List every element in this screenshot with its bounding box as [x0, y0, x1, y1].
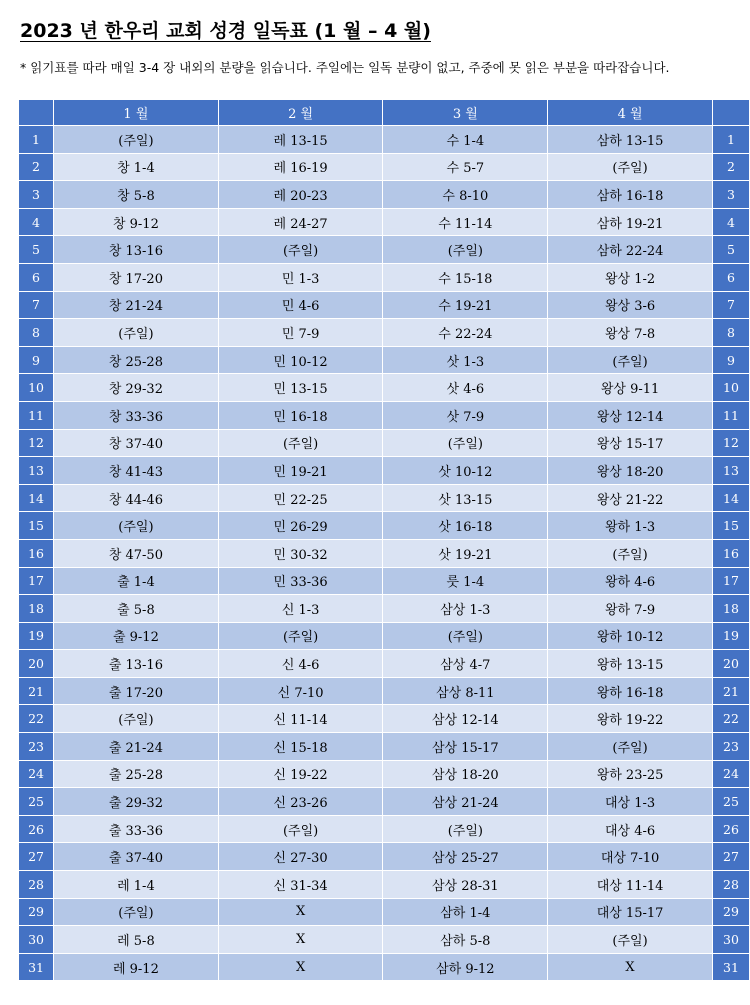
reading-cell-month-4: 왕상 21-22 — [548, 484, 713, 512]
reading-cell-month-4: (주일) — [548, 346, 713, 374]
day-number-left: 31 — [19, 953, 54, 981]
reading-cell-month-1: 레 1-4 — [54, 871, 219, 899]
reading-cell-month-2: 민 1-3 — [218, 263, 383, 291]
reading-cell-month-3: 삿 7-9 — [383, 401, 548, 429]
day-number-right: 2 — [712, 153, 749, 181]
day-number-right: 23 — [712, 733, 749, 761]
day-number-left: 30 — [19, 926, 54, 954]
header-day-corner-right — [712, 100, 749, 126]
table-row — [19, 236, 750, 264]
table-row — [19, 181, 750, 209]
day-number-right: 3 — [712, 181, 749, 209]
reading-cell-month-2: 신 31-34 — [218, 871, 383, 899]
reading-cell-month-2: 민 30-32 — [218, 539, 383, 567]
reading-cell-month-1: 창 21-24 — [54, 291, 219, 319]
table-row — [19, 788, 750, 816]
table-row — [19, 263, 750, 291]
day-number-left: 6 — [19, 263, 54, 291]
reading-cell-month-2: 신 1-3 — [218, 595, 383, 623]
reading-cell-month-1: 창 25-28 — [54, 346, 219, 374]
reading-cell-month-3: 삼상 15-17 — [383, 733, 548, 761]
table-row — [19, 567, 750, 595]
day-number-left: 28 — [19, 871, 54, 899]
reading-cell-month-2: (주일) — [218, 815, 383, 843]
reading-cell-month-1: 출 25-28 — [54, 760, 219, 788]
day-number-right: 31 — [712, 953, 749, 981]
reading-cell-month-3: 삼상 21-24 — [383, 788, 548, 816]
table-row — [19, 153, 750, 181]
table-row — [19, 871, 750, 899]
day-number-right: 29 — [712, 898, 749, 926]
day-number-right: 8 — [712, 319, 749, 347]
reading-cell-month-3: (주일) — [383, 236, 548, 264]
day-number-left: 21 — [19, 677, 54, 705]
reading-cell-month-3: 삼상 4-7 — [383, 650, 548, 678]
reading-cell-month-3: 삿 10-12 — [383, 457, 548, 485]
reading-cell-month-3: 수 11-14 — [383, 208, 548, 236]
reading-cell-month-2: X — [218, 953, 383, 981]
reading-cell-month-3: 룻 1-4 — [383, 567, 548, 595]
reading-cell-month-1: 출 33-36 — [54, 815, 219, 843]
day-number-left: 20 — [19, 650, 54, 678]
header-day-corner-left — [19, 100, 54, 126]
table-row — [19, 291, 750, 319]
reading-cell-month-3: 수 8-10 — [383, 181, 548, 209]
day-number-right: 27 — [712, 843, 749, 871]
day-number-left: 19 — [19, 622, 54, 650]
table-row — [19, 208, 750, 236]
reading-cell-month-1: 출 21-24 — [54, 733, 219, 761]
table-row — [19, 512, 750, 540]
reading-cell-month-1: 출 17-20 — [54, 677, 219, 705]
reading-cell-month-4: 대상 4-6 — [548, 815, 713, 843]
table-row — [19, 898, 750, 926]
reading-cell-month-1: (주일) — [54, 898, 219, 926]
table-row — [19, 401, 750, 429]
reading-cell-month-4: 왕상 9-11 — [548, 374, 713, 402]
table-row — [19, 953, 750, 981]
reading-cell-month-1: 레 9-12 — [54, 953, 219, 981]
day-number-right: 18 — [712, 595, 749, 623]
day-number-left: 1 — [19, 126, 54, 154]
day-number-right: 21 — [712, 677, 749, 705]
day-number-right: 15 — [712, 512, 749, 540]
reading-cell-month-3: 삿 1-3 — [383, 346, 548, 374]
reading-cell-month-4: 왕하 13-15 — [548, 650, 713, 678]
reading-cell-month-2: X — [218, 898, 383, 926]
page-title: 2023 년 한우리 교회 성경 일독표 (1 월 – 4 월) — [20, 20, 431, 42]
reading-instructions: * 읽기표를 따라 매일 3-4 장 내외의 분량을 읽습니다. 주일에는 일독 분량이 없고, 주중에 못 읽은 부분을 따라잡습니다. — [20, 60, 670, 75]
table-row — [19, 319, 750, 347]
reading-cell-month-3: 수 5-7 — [383, 153, 548, 181]
reading-cell-month-3: 삼상 1-3 — [383, 595, 548, 623]
reading-schedule-table — [18, 99, 750, 981]
reading-cell-month-2: 레 13-15 — [218, 126, 383, 154]
reading-cell-month-3: 삼상 8-11 — [383, 677, 548, 705]
reading-cell-month-4: (주일) — [548, 539, 713, 567]
reading-cell-month-2: 민 7-9 — [218, 319, 383, 347]
day-number-right: 26 — [712, 815, 749, 843]
reading-cell-month-4: 삼하 19-21 — [548, 208, 713, 236]
reading-cell-month-4: 대상 11-14 — [548, 871, 713, 899]
reading-cell-month-4: 왕하 19-22 — [548, 705, 713, 733]
reading-cell-month-3: 삼하 5-8 — [383, 926, 548, 954]
table-row — [19, 815, 750, 843]
table-row — [19, 760, 750, 788]
reading-cell-month-1: 창 47-50 — [54, 539, 219, 567]
reading-cell-month-3: 수 15-18 — [383, 263, 548, 291]
reading-cell-month-1: 창 5-8 — [54, 181, 219, 209]
reading-cell-month-3: (주일) — [383, 622, 548, 650]
reading-cell-month-4: 왕상 1-2 — [548, 263, 713, 291]
reading-cell-month-4: 왕상 7-8 — [548, 319, 713, 347]
reading-cell-month-4: 대상 7-10 — [548, 843, 713, 871]
reading-cell-month-3: 삼상 12-14 — [383, 705, 548, 733]
reading-cell-month-2: 민 16-18 — [218, 401, 383, 429]
reading-cell-month-2: 신 4-6 — [218, 650, 383, 678]
table-row — [19, 843, 750, 871]
reading-cell-month-4: 대상 15-17 — [548, 898, 713, 926]
day-number-right: 28 — [712, 871, 749, 899]
table-row — [19, 374, 750, 402]
day-number-right: 14 — [712, 484, 749, 512]
reading-cell-month-3: 삼상 28-31 — [383, 871, 548, 899]
reading-cell-month-3: 삼상 18-20 — [383, 760, 548, 788]
day-number-left: 8 — [19, 319, 54, 347]
day-number-right: 5 — [712, 236, 749, 264]
header-month-4: 4 월 — [548, 100, 713, 126]
reading-cell-month-3: (주일) — [383, 429, 548, 457]
day-number-left: 2 — [19, 153, 54, 181]
reading-cell-month-1: 창 17-20 — [54, 263, 219, 291]
reading-cell-month-4: 삼하 22-24 — [548, 236, 713, 264]
header-month-2: 2 월 — [218, 100, 383, 126]
day-number-left: 11 — [19, 401, 54, 429]
reading-cell-month-2: 신 27-30 — [218, 843, 383, 871]
day-number-left: 14 — [19, 484, 54, 512]
day-number-left: 17 — [19, 567, 54, 595]
day-number-left: 15 — [19, 512, 54, 540]
day-number-left: 23 — [19, 733, 54, 761]
reading-cell-month-4: X — [548, 953, 713, 981]
table-row — [19, 346, 750, 374]
day-number-left: 12 — [19, 429, 54, 457]
reading-cell-month-1: (주일) — [54, 512, 219, 540]
reading-cell-month-4: 왕상 3-6 — [548, 291, 713, 319]
day-number-left: 3 — [19, 181, 54, 209]
reading-cell-month-4: 왕상 15-17 — [548, 429, 713, 457]
day-number-left: 29 — [19, 898, 54, 926]
reading-cell-month-2: 민 26-29 — [218, 512, 383, 540]
reading-cell-month-4: 왕상 12-14 — [548, 401, 713, 429]
day-number-right: 10 — [712, 374, 749, 402]
reading-cell-month-2: 신 7-10 — [218, 677, 383, 705]
day-number-left: 4 — [19, 208, 54, 236]
table-row — [19, 457, 750, 485]
day-number-right: 19 — [712, 622, 749, 650]
reading-cell-month-4: 왕상 18-20 — [548, 457, 713, 485]
reading-cell-month-1: 창 9-12 — [54, 208, 219, 236]
day-number-right: 11 — [712, 401, 749, 429]
reading-cell-month-3: 수 1-4 — [383, 126, 548, 154]
reading-cell-month-3: 삼상 25-27 — [383, 843, 548, 871]
day-number-right: 1 — [712, 126, 749, 154]
day-number-left: 22 — [19, 705, 54, 733]
table-row — [19, 539, 750, 567]
reading-cell-month-3: 삿 16-18 — [383, 512, 548, 540]
reading-cell-month-1: 창 1-4 — [54, 153, 219, 181]
day-number-right: 20 — [712, 650, 749, 678]
reading-cell-month-2: (주일) — [218, 236, 383, 264]
reading-cell-month-3: 삿 4-6 — [383, 374, 548, 402]
reading-cell-month-2: 민 4-6 — [218, 291, 383, 319]
reading-cell-month-1: 창 44-46 — [54, 484, 219, 512]
reading-cell-month-4: 왕하 16-18 — [548, 677, 713, 705]
reading-cell-month-2: 민 22-25 — [218, 484, 383, 512]
reading-cell-month-3: 삿 19-21 — [383, 539, 548, 567]
table-row — [19, 622, 750, 650]
reading-cell-month-4: 대상 1-3 — [548, 788, 713, 816]
reading-cell-month-4: 왕하 7-9 — [548, 595, 713, 623]
day-number-right: 30 — [712, 926, 749, 954]
reading-cell-month-1: (주일) — [54, 319, 219, 347]
reading-cell-month-1: 출 5-8 — [54, 595, 219, 623]
reading-cell-month-3: 삼하 9-12 — [383, 953, 548, 981]
table-row — [19, 733, 750, 761]
day-number-left: 26 — [19, 815, 54, 843]
day-number-left: 5 — [19, 236, 54, 264]
reading-cell-month-2: 민 10-12 — [218, 346, 383, 374]
reading-cell-month-1: 출 37-40 — [54, 843, 219, 871]
reading-cell-month-1: 창 37-40 — [54, 429, 219, 457]
reading-cell-month-4: (주일) — [548, 153, 713, 181]
reading-cell-month-3: 삼하 1-4 — [383, 898, 548, 926]
reading-cell-month-4: 왕하 10-12 — [548, 622, 713, 650]
day-number-right: 13 — [712, 457, 749, 485]
reading-cell-month-2: 민 19-21 — [218, 457, 383, 485]
day-number-right: 24 — [712, 760, 749, 788]
reading-cell-month-3: (주일) — [383, 815, 548, 843]
reading-cell-month-1: 출 29-32 — [54, 788, 219, 816]
day-number-left: 9 — [19, 346, 54, 374]
day-number-right: 16 — [712, 539, 749, 567]
reading-cell-month-4: 왕하 1-3 — [548, 512, 713, 540]
reading-cell-month-1: 창 29-32 — [54, 374, 219, 402]
reading-cell-month-4: (주일) — [548, 926, 713, 954]
reading-cell-month-1: (주일) — [54, 126, 219, 154]
reading-cell-month-2: X — [218, 926, 383, 954]
reading-cell-month-2: 레 24-27 — [218, 208, 383, 236]
table-header-row — [19, 100, 750, 126]
day-number-right: 12 — [712, 429, 749, 457]
reading-cell-month-2: (주일) — [218, 622, 383, 650]
header-month-1: 1 월 — [54, 100, 219, 126]
table-row — [19, 926, 750, 954]
table-row — [19, 650, 750, 678]
day-number-left: 25 — [19, 788, 54, 816]
reading-cell-month-1: 레 5-8 — [54, 926, 219, 954]
reading-cell-month-2: 레 16-19 — [218, 153, 383, 181]
day-number-left: 27 — [19, 843, 54, 871]
reading-cell-month-4: 삼하 16-18 — [548, 181, 713, 209]
table-row — [19, 126, 750, 154]
day-number-right: 25 — [712, 788, 749, 816]
reading-cell-month-1: 창 33-36 — [54, 401, 219, 429]
reading-cell-month-2: (주일) — [218, 429, 383, 457]
reading-cell-month-3: 수 22-24 — [383, 319, 548, 347]
day-number-right: 22 — [712, 705, 749, 733]
reading-cell-month-2: 민 33-36 — [218, 567, 383, 595]
reading-cell-month-2: 신 11-14 — [218, 705, 383, 733]
day-number-left: 10 — [19, 374, 54, 402]
reading-cell-month-1: (주일) — [54, 705, 219, 733]
header-month-3: 3 월 — [383, 100, 548, 126]
day-number-right: 7 — [712, 291, 749, 319]
reading-cell-month-1: 창 13-16 — [54, 236, 219, 264]
reading-cell-month-1: 출 1-4 — [54, 567, 219, 595]
reading-cell-month-1: 출 13-16 — [54, 650, 219, 678]
day-number-left: 16 — [19, 539, 54, 567]
table-row — [19, 484, 750, 512]
reading-cell-month-1: 출 9-12 — [54, 622, 219, 650]
day-number-left: 24 — [19, 760, 54, 788]
table-row — [19, 595, 750, 623]
day-number-left: 13 — [19, 457, 54, 485]
table-row — [19, 705, 750, 733]
reading-cell-month-3: 삿 13-15 — [383, 484, 548, 512]
day-number-left: 18 — [19, 595, 54, 623]
day-number-right: 4 — [712, 208, 749, 236]
table-row — [19, 677, 750, 705]
reading-cell-month-3: 수 19-21 — [383, 291, 548, 319]
reading-cell-month-2: 민 13-15 — [218, 374, 383, 402]
reading-cell-month-4: (주일) — [548, 733, 713, 761]
table-row — [19, 429, 750, 457]
reading-cell-month-2: 레 20-23 — [218, 181, 383, 209]
day-number-right: 17 — [712, 567, 749, 595]
day-number-right: 9 — [712, 346, 749, 374]
day-number-left: 7 — [19, 291, 54, 319]
reading-cell-month-1: 창 41-43 — [54, 457, 219, 485]
day-number-right: 6 — [712, 263, 749, 291]
reading-cell-month-4: 삼하 13-15 — [548, 126, 713, 154]
reading-cell-month-4: 왕하 23-25 — [548, 760, 713, 788]
reading-cell-month-2: 신 15-18 — [218, 733, 383, 761]
reading-cell-month-4: 왕하 4-6 — [548, 567, 713, 595]
reading-cell-month-2: 신 23-26 — [218, 788, 383, 816]
reading-cell-month-2: 신 19-22 — [218, 760, 383, 788]
